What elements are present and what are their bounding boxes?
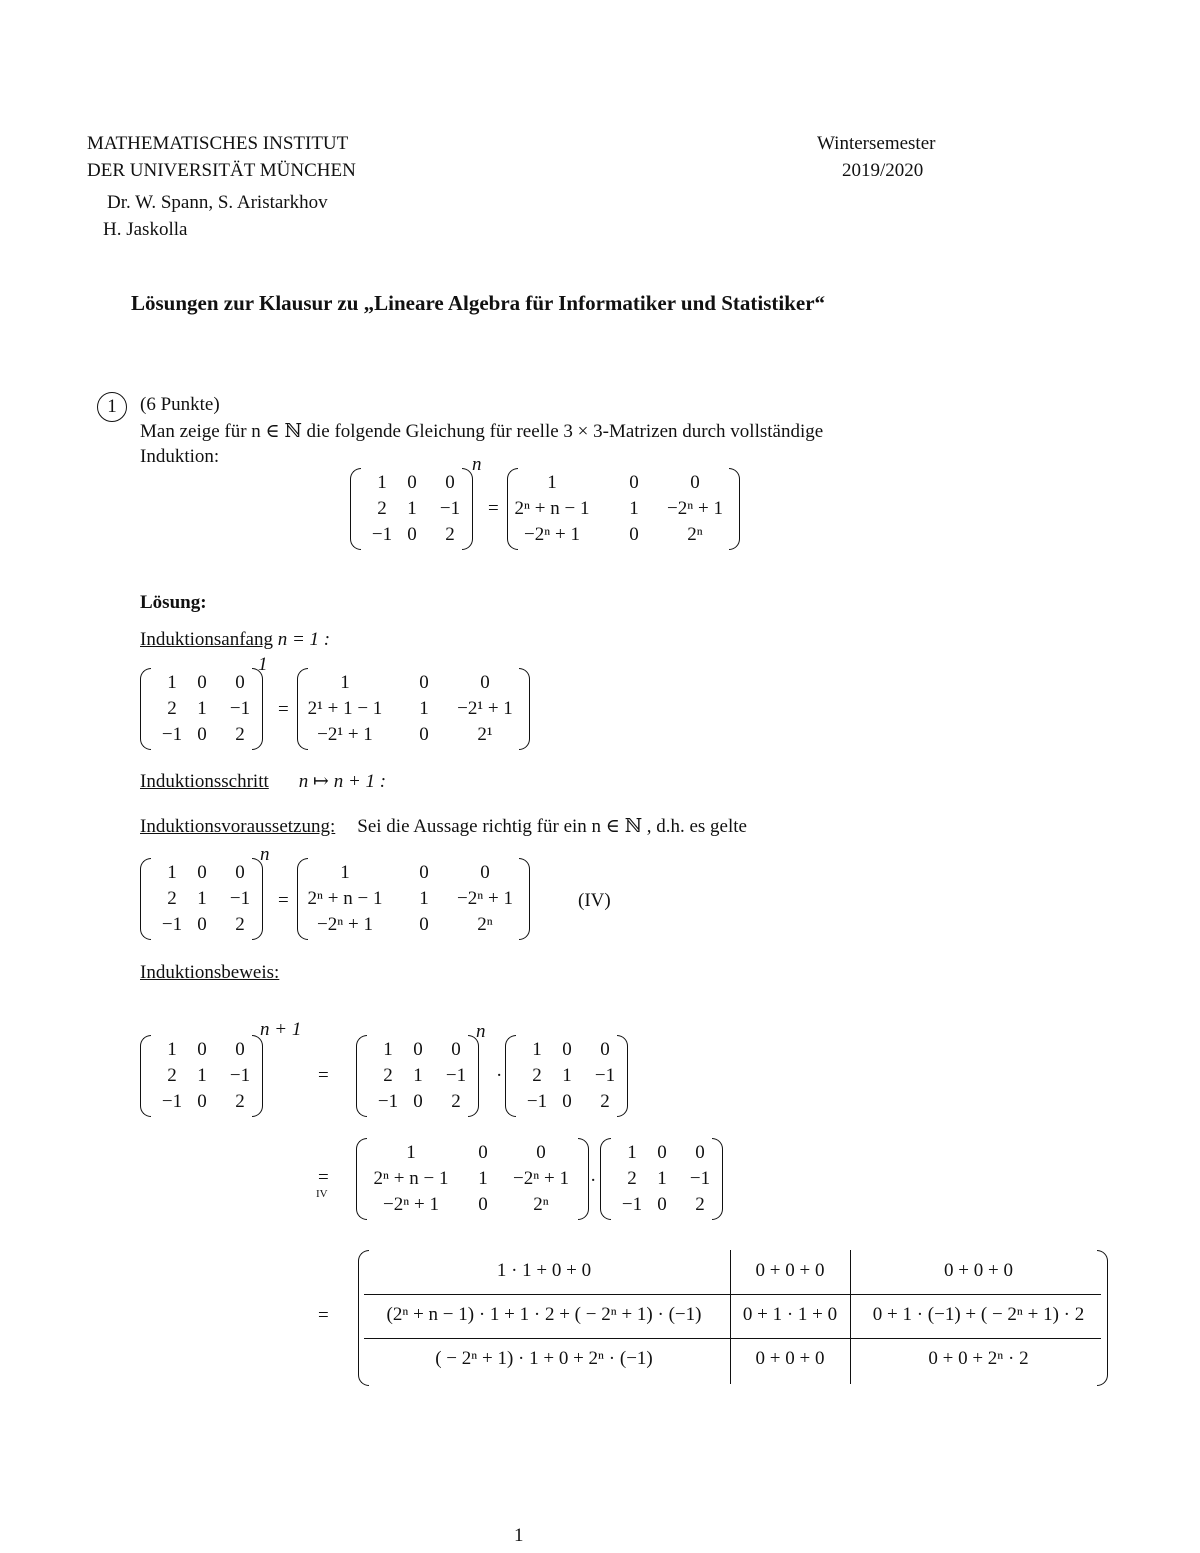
step-label: Induktionsschritt bbox=[140, 771, 269, 792]
product-cell: 0 + 1 · 1 + 0 bbox=[742, 1304, 838, 1325]
matrix-cell: 1 bbox=[377, 472, 387, 493]
matrix-cell: −2ⁿ + 1 bbox=[524, 524, 580, 545]
matrix-cell: 1 bbox=[340, 672, 350, 693]
matrix-cell: −1 bbox=[161, 914, 183, 935]
matrix-cell: −2ⁿ + 1 bbox=[317, 914, 373, 935]
matrix-cell: 1 bbox=[413, 1065, 423, 1086]
matrix-cell: 0 bbox=[695, 1142, 705, 1163]
left-paren bbox=[297, 858, 308, 940]
institute-line1: MATHEMATISCHES INSTITUT bbox=[87, 133, 349, 154]
matrix-cell: −1 bbox=[161, 724, 183, 745]
right-paren bbox=[729, 468, 740, 550]
left-paren bbox=[358, 1250, 369, 1386]
right-paren bbox=[252, 1035, 263, 1117]
matrix-cell: 2 bbox=[235, 1091, 245, 1112]
matrix-cell: 1 bbox=[406, 1142, 416, 1163]
step-line bbox=[140, 770, 386, 793]
matrix-cell: 2 bbox=[167, 698, 177, 719]
matrix-cell: 2ⁿ bbox=[533, 1194, 549, 1215]
matrix-cell: 2 bbox=[235, 914, 245, 935]
matrix-cell: −1 bbox=[594, 1065, 616, 1086]
matrix-cell: 0 bbox=[562, 1039, 572, 1060]
page-number: 1 bbox=[514, 1525, 524, 1546]
right-paren bbox=[617, 1035, 628, 1117]
equals-sign: = bbox=[318, 1167, 329, 1188]
matrix-cell: 2 bbox=[695, 1194, 705, 1215]
matrix-cell: 0 bbox=[629, 524, 639, 545]
matrix-cell: 1 bbox=[340, 862, 350, 883]
base-case-condition: n = 1 : bbox=[272, 629, 331, 650]
table-divider bbox=[364, 1294, 1101, 1295]
right-paren bbox=[712, 1138, 723, 1220]
matrix-cell: 0 bbox=[629, 472, 639, 493]
matrix-cell: 0 bbox=[419, 724, 429, 745]
matrix-cell: −1 bbox=[371, 524, 393, 545]
matrix-cell: 0 bbox=[235, 1039, 245, 1060]
matrix-cell: 2 bbox=[377, 498, 387, 519]
matrix-exponent: n bbox=[260, 844, 270, 865]
matrix-cell: 0 bbox=[419, 914, 429, 935]
matrix-cell: 0 bbox=[451, 1039, 461, 1060]
matrix-cell: 1 bbox=[562, 1065, 572, 1086]
matrix-cell: 0 bbox=[413, 1039, 423, 1060]
institute-line2: DER UNIVERSITÄT MÜNCHEN bbox=[87, 160, 356, 181]
matrix-cell: −1 bbox=[689, 1168, 711, 1189]
dot-operator: · bbox=[590, 1170, 597, 1191]
iv-label: IV bbox=[316, 1188, 328, 1200]
base-case-line bbox=[140, 629, 330, 651]
table-divider bbox=[730, 1250, 731, 1384]
matrix-cell: 2¹ bbox=[477, 724, 493, 745]
matrix-cell: 2ⁿ bbox=[477, 914, 493, 935]
matrix-cell: −1 bbox=[377, 1091, 399, 1112]
product-cell: (2ⁿ + n − 1) · 1 + 1 · 2 + ( − 2ⁿ + 1) · (−1) bbox=[386, 1304, 702, 1325]
matrix-cell: 2 bbox=[532, 1065, 542, 1086]
matrix-cell: 0 bbox=[197, 914, 207, 935]
right-paren bbox=[1097, 1250, 1108, 1386]
matrix-cell: −1 bbox=[229, 888, 251, 909]
right-paren bbox=[519, 668, 530, 750]
matrix-cell: 2 bbox=[167, 888, 177, 909]
table-divider bbox=[850, 1250, 851, 1384]
dot-operator: · bbox=[496, 1065, 503, 1086]
equals-sign: = bbox=[278, 699, 289, 720]
matrix-cell: −1 bbox=[621, 1194, 643, 1215]
matrix-cell: 2 bbox=[235, 724, 245, 745]
matrix-cell: 1 bbox=[419, 888, 429, 909]
matrix-cell: 1 bbox=[478, 1168, 488, 1189]
matrix-cell: 0 bbox=[197, 1091, 207, 1112]
matrix-cell: 2 bbox=[627, 1168, 637, 1189]
matrix-cell: −1 bbox=[526, 1091, 548, 1112]
matrix-cell: 2ⁿ + n − 1 bbox=[514, 498, 590, 519]
matrix-exponent: n bbox=[472, 454, 482, 475]
hypothesis-tag: (IV) bbox=[578, 890, 611, 911]
solution-heading: Lösung: bbox=[140, 592, 207, 613]
matrix-cell: 0 bbox=[407, 524, 417, 545]
left-paren bbox=[356, 1138, 367, 1220]
product-cell: 1 · 1 + 0 + 0 bbox=[496, 1260, 592, 1281]
hypothesis-line bbox=[140, 815, 747, 838]
matrix-cell: −2ⁿ + 1 bbox=[383, 1194, 439, 1215]
matrix-cell: 0 bbox=[690, 472, 700, 493]
matrix-cell: −2¹ + 1 bbox=[317, 724, 373, 745]
matrix-cell: 1 bbox=[629, 498, 639, 519]
base-case-label: Induktionsanfang bbox=[140, 629, 273, 650]
matrix-cell: 0 bbox=[478, 1194, 488, 1215]
matrix-cell: 2ⁿ bbox=[687, 524, 703, 545]
matrix-cell: 1 bbox=[167, 672, 177, 693]
matrix-cell: 1 bbox=[197, 888, 207, 909]
right-paren bbox=[252, 668, 263, 750]
matrix-cell: 2 bbox=[445, 524, 455, 545]
equals-sign: = bbox=[318, 1065, 329, 1086]
matrix-cell: 0 bbox=[413, 1091, 423, 1112]
matrix-cell: 2 bbox=[383, 1065, 393, 1086]
right-paren bbox=[252, 858, 263, 940]
left-paren bbox=[600, 1138, 611, 1220]
matrix-cell: −1 bbox=[229, 698, 251, 719]
product-cell: 0 + 1 · (−1) + ( − 2ⁿ + 1) · 2 bbox=[872, 1304, 1085, 1325]
matrix-cell: 0 bbox=[197, 672, 207, 693]
left-paren bbox=[140, 668, 151, 750]
right-paren bbox=[462, 468, 473, 550]
product-cell: 0 + 0 + 0 bbox=[755, 1260, 825, 1281]
matrix-cell: 0 bbox=[562, 1091, 572, 1112]
matrix-exponent: 1 bbox=[258, 654, 268, 675]
matrix-cell: 0 bbox=[197, 862, 207, 883]
problem-number: 1 bbox=[97, 392, 127, 422]
left-paren bbox=[505, 1035, 516, 1117]
product-cell: 0 + 0 + 0 bbox=[944, 1260, 1013, 1281]
semester-line2: 2019/2020 bbox=[842, 160, 924, 181]
matrix-cell: −1 bbox=[229, 1065, 251, 1086]
matrix-cell: 1 bbox=[167, 862, 177, 883]
right-paren bbox=[519, 858, 530, 940]
table-divider bbox=[364, 1338, 1101, 1339]
problem-statement-line2: Induktion: bbox=[140, 446, 220, 467]
matrix-cell: −2ⁿ + 1 bbox=[457, 888, 513, 909]
matrix-exponent: n + 1 bbox=[260, 1019, 302, 1040]
matrix-cell: 0 bbox=[657, 1194, 667, 1215]
matrix-cell: 0 bbox=[600, 1039, 610, 1060]
proof-label: Induktionsbeweis: bbox=[140, 962, 280, 983]
matrix-cell: −2ⁿ + 1 bbox=[513, 1168, 569, 1189]
right-paren bbox=[578, 1138, 589, 1220]
left-paren bbox=[140, 1035, 151, 1117]
matrix-cell: −1 bbox=[161, 1091, 183, 1112]
matrix-cell: −2ⁿ + 1 bbox=[667, 498, 723, 519]
matrix-cell: 1 bbox=[532, 1039, 542, 1060]
matrix-cell: −1 bbox=[445, 1065, 467, 1086]
matrix-cell: 2 bbox=[600, 1091, 610, 1112]
page-title: Lösungen zur Klausur zu „Lineare Algebra für Informatiker und Statistiker“ bbox=[131, 291, 826, 315]
matrix-cell: 0 bbox=[445, 472, 455, 493]
product-cell: 0 + 0 + 0 bbox=[755, 1348, 825, 1369]
problem-points: (6 Punkte) bbox=[140, 394, 220, 415]
matrix-cell: 0 bbox=[407, 472, 417, 493]
matrix-cell: 1 bbox=[407, 498, 417, 519]
matrix-cell: 1 bbox=[167, 1039, 177, 1060]
matrix-cell: 0 bbox=[480, 672, 490, 693]
hypothesis-label: Induktionsvoraussetzung: bbox=[140, 816, 336, 837]
authors-line2: H. Jaskolla bbox=[103, 219, 188, 240]
hypothesis-text: Sei die Aussage richtig für ein n ∈ ℕ , d.h. es gelte bbox=[357, 816, 747, 837]
matrix-exponent: n bbox=[476, 1021, 486, 1042]
equals-sign: = bbox=[278, 890, 289, 911]
semester-line1: Wintersemester bbox=[817, 133, 936, 154]
authors-line1: Dr. W. Spann, S. Aristarkhov bbox=[107, 192, 328, 213]
matrix-cell: −1 bbox=[439, 498, 461, 519]
step-condition: n ↦ n + 1 : bbox=[298, 771, 387, 792]
matrix-cell: 0 bbox=[235, 862, 245, 883]
matrix-cell: 0 bbox=[197, 724, 207, 745]
matrix-cell: 0 bbox=[419, 862, 429, 883]
matrix-cell: 1 bbox=[547, 472, 557, 493]
left-paren bbox=[356, 1035, 367, 1117]
matrix-cell: 0 bbox=[197, 1039, 207, 1060]
left-paren bbox=[350, 468, 361, 550]
left-paren bbox=[140, 858, 151, 940]
product-cell: 0 + 0 + 2ⁿ · 2 bbox=[928, 1348, 1029, 1369]
matrix-cell: 2ⁿ + n − 1 bbox=[373, 1168, 449, 1189]
product-cell: ( − 2ⁿ + 1) · 1 + 0 + 2ⁿ · (−1) bbox=[435, 1348, 653, 1369]
matrix-cell: 2 bbox=[451, 1091, 461, 1112]
matrix-cell: 2ⁿ + n − 1 bbox=[307, 888, 383, 909]
matrix-cell: 2¹ + 1 − 1 bbox=[307, 698, 383, 719]
matrix-cell: 1 bbox=[197, 1065, 207, 1086]
right-paren bbox=[468, 1035, 479, 1117]
matrix-cell: 0 bbox=[419, 672, 429, 693]
matrix-cell: 0 bbox=[480, 862, 490, 883]
matrix-cell: 1 bbox=[383, 1039, 393, 1060]
matrix-cell: 1 bbox=[419, 698, 429, 719]
matrix-cell: 1 bbox=[627, 1142, 637, 1163]
matrix-cell: 0 bbox=[657, 1142, 667, 1163]
matrix-cell: 1 bbox=[657, 1168, 667, 1189]
matrix-cell: 2 bbox=[167, 1065, 177, 1086]
matrix-cell: −2¹ + 1 bbox=[457, 698, 513, 719]
problem-statement-line1: Man zeige für n ∈ ℕ die folgende Gleichung für reelle 3 × 3-Matrizen durch vollständige bbox=[140, 421, 824, 442]
matrix-cell: 0 bbox=[536, 1142, 546, 1163]
matrix-cell: 0 bbox=[478, 1142, 488, 1163]
matrix-cell: 1 bbox=[197, 698, 207, 719]
matrix-cell: 0 bbox=[235, 672, 245, 693]
left-paren bbox=[297, 668, 308, 750]
equals-sign: = bbox=[318, 1305, 329, 1326]
equals-sign: = bbox=[488, 498, 499, 519]
